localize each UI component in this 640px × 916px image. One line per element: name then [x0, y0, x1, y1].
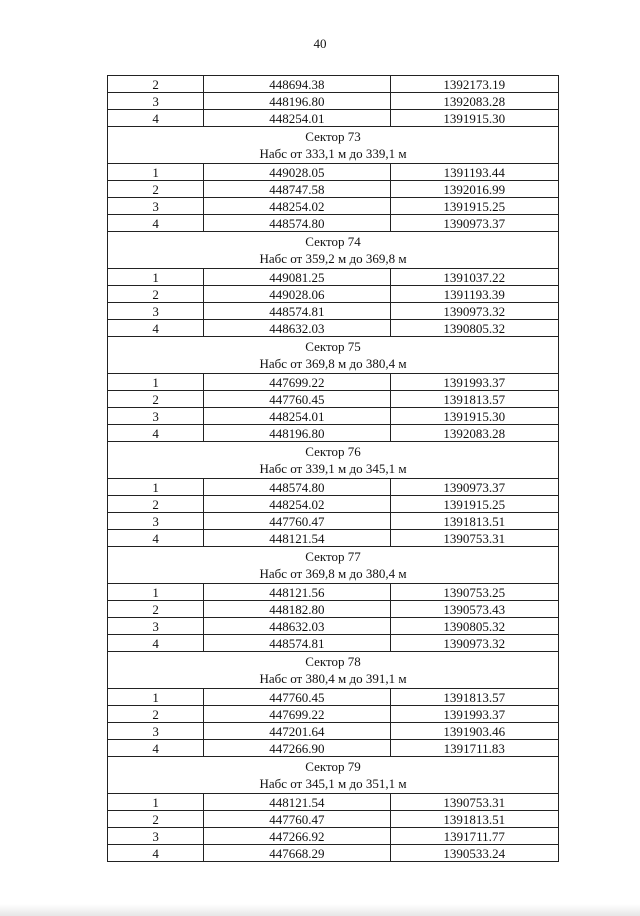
sector-height-range: Набс от 339,1 м до 345,1 м	[259, 461, 407, 476]
table-row	[108, 530, 559, 547]
point-number-cell: 3	[108, 723, 204, 740]
y-coordinate-cell: 1390533.24	[390, 845, 558, 862]
point-number-cell: 2	[108, 76, 204, 93]
x-coordinate-cell: 448574.80	[204, 479, 390, 496]
point-number-cell: 3	[108, 618, 204, 635]
point-number-cell: 3	[108, 93, 204, 110]
point-number-cell: 3	[108, 198, 204, 215]
sector-height-range: Набс от 369,8 м до 380,4 м	[259, 356, 407, 371]
x-coordinate-cell: 448574.81	[204, 635, 390, 652]
y-coordinate-cell: 1390805.32	[390, 618, 558, 635]
sector-title: Сектор 73	[305, 129, 361, 144]
point-number-cell: 4	[108, 215, 204, 232]
coordinates-table	[107, 75, 559, 862]
x-coordinate-cell: 448747.58	[204, 181, 390, 198]
table-row	[108, 794, 559, 811]
coordinates-table-body	[108, 76, 559, 862]
table-row	[108, 635, 559, 652]
sector-height-range: Набс от 359,2 м до 369,8 м	[259, 251, 407, 266]
sector-title: Сектор 79	[305, 759, 361, 774]
sector-header	[108, 127, 559, 164]
y-coordinate-cell: 1391813.51	[390, 811, 558, 828]
x-coordinate-cell: 447699.22	[204, 374, 390, 391]
table-row	[108, 845, 559, 862]
y-coordinate-cell: 1391193.44	[390, 164, 558, 181]
point-number-cell: 2	[108, 601, 204, 618]
point-number-cell: 2	[108, 706, 204, 723]
y-coordinate-cell: 1391813.51	[390, 513, 558, 530]
sector-header-row	[108, 652, 559, 689]
point-number-cell: 4	[108, 110, 204, 127]
x-coordinate-cell: 447760.47	[204, 513, 390, 530]
y-coordinate-cell: 1390973.37	[390, 215, 558, 232]
point-number-cell: 2	[108, 286, 204, 303]
x-coordinate-cell: 447266.90	[204, 740, 390, 757]
y-coordinate-cell: 1391915.25	[390, 198, 558, 215]
x-coordinate-cell: 448574.81	[204, 303, 390, 320]
table-row	[108, 198, 559, 215]
y-coordinate-cell: 1391813.57	[390, 689, 558, 706]
point-number-cell: 3	[108, 303, 204, 320]
table-row	[108, 740, 559, 757]
table-row	[108, 181, 559, 198]
table-row	[108, 689, 559, 706]
table-row	[108, 601, 559, 618]
table-row	[108, 425, 559, 442]
sector-height-range: Набс от 380,4 м до 391,1 м	[259, 671, 407, 686]
x-coordinate-cell: 449028.05	[204, 164, 390, 181]
y-coordinate-cell: 1391193.39	[390, 286, 558, 303]
table-row	[108, 391, 559, 408]
sector-header-row	[108, 232, 559, 269]
point-number-cell: 2	[108, 391, 204, 408]
y-coordinate-cell: 1391993.37	[390, 374, 558, 391]
sector-title: Сектор 78	[305, 654, 361, 669]
sector-header-row	[108, 547, 559, 584]
page-number: 40	[313, 36, 327, 51]
point-number-cell: 4	[108, 845, 204, 862]
table-row	[108, 110, 559, 127]
table-row	[108, 706, 559, 723]
y-coordinate-cell: 1391993.37	[390, 706, 558, 723]
point-number-cell: 2	[108, 811, 204, 828]
x-coordinate-cell: 448121.56	[204, 584, 390, 601]
table-row	[108, 286, 559, 303]
point-number-cell: 4	[108, 635, 204, 652]
point-number-cell: 4	[108, 320, 204, 337]
point-number-cell: 1	[108, 164, 204, 181]
table-row	[108, 76, 559, 93]
point-number-cell: 4	[108, 530, 204, 547]
sector-title: Сектор 75	[305, 339, 361, 354]
x-coordinate-cell: 447760.45	[204, 689, 390, 706]
y-coordinate-cell: 1392083.28	[390, 93, 558, 110]
table-row	[108, 723, 559, 740]
y-coordinate-cell: 1391711.77	[390, 828, 558, 845]
sector-header	[108, 757, 559, 794]
table-row	[108, 269, 559, 286]
x-coordinate-cell: 447760.47	[204, 811, 390, 828]
point-number-cell: 3	[108, 513, 204, 530]
point-number-cell: 4	[108, 740, 204, 757]
x-coordinate-cell: 448694.38	[204, 76, 390, 93]
y-coordinate-cell: 1390753.31	[390, 794, 558, 811]
x-coordinate-cell: 448254.02	[204, 198, 390, 215]
x-coordinate-cell: 447201.64	[204, 723, 390, 740]
y-coordinate-cell: 1391711.83	[390, 740, 558, 757]
y-coordinate-cell: 1392016.99	[390, 181, 558, 198]
point-number-cell: 1	[108, 374, 204, 391]
point-number-cell: 1	[108, 479, 204, 496]
x-coordinate-cell: 448632.03	[204, 320, 390, 337]
y-coordinate-cell: 1390753.31	[390, 530, 558, 547]
x-coordinate-cell: 447760.45	[204, 391, 390, 408]
sector-header	[108, 442, 559, 479]
table-row	[108, 618, 559, 635]
y-coordinate-cell: 1390973.32	[390, 303, 558, 320]
scan-bottom-edge	[0, 904, 640, 916]
y-coordinate-cell: 1391813.57	[390, 391, 558, 408]
x-coordinate-cell: 448121.54	[204, 794, 390, 811]
point-number-cell: 1	[108, 794, 204, 811]
x-coordinate-cell: 448121.54	[204, 530, 390, 547]
table-row	[108, 811, 559, 828]
y-coordinate-cell: 1390753.25	[390, 584, 558, 601]
sector-title: Сектор 77	[305, 549, 361, 564]
sector-height-range: Набс от 369,8 м до 380,4 м	[259, 566, 407, 581]
y-coordinate-cell: 1392083.28	[390, 425, 558, 442]
x-coordinate-cell: 447266.92	[204, 828, 390, 845]
point-number-cell: 3	[108, 828, 204, 845]
sector-title: Сектор 74	[305, 234, 361, 249]
sector-header-row	[108, 442, 559, 479]
sector-header	[108, 232, 559, 269]
point-number-cell: 2	[108, 496, 204, 513]
point-number-cell: 2	[108, 181, 204, 198]
x-coordinate-cell: 448254.02	[204, 496, 390, 513]
x-coordinate-cell: 449081.25	[204, 269, 390, 286]
y-coordinate-cell: 1392173.19	[390, 76, 558, 93]
y-coordinate-cell: 1391915.30	[390, 408, 558, 425]
point-number-cell: 1	[108, 689, 204, 706]
x-coordinate-cell: 448632.03	[204, 618, 390, 635]
sector-height-range: Набс от 345,1 м до 351,1 м	[259, 776, 407, 791]
table-row	[108, 479, 559, 496]
point-number-cell: 1	[108, 269, 204, 286]
sector-header-row	[108, 127, 559, 164]
table-row	[108, 828, 559, 845]
x-coordinate-cell: 448196.80	[204, 93, 390, 110]
point-number-cell: 4	[108, 425, 204, 442]
x-coordinate-cell: 449028.06	[204, 286, 390, 303]
x-coordinate-cell: 447699.22	[204, 706, 390, 723]
y-coordinate-cell: 1391915.30	[390, 110, 558, 127]
table-row	[108, 164, 559, 181]
sector-header	[108, 652, 559, 689]
y-coordinate-cell: 1390573.43	[390, 601, 558, 618]
y-coordinate-cell: 1391915.25	[390, 496, 558, 513]
y-coordinate-cell: 1391037.22	[390, 269, 558, 286]
x-coordinate-cell: 448254.01	[204, 408, 390, 425]
table-row	[108, 408, 559, 425]
x-coordinate-cell: 447668.29	[204, 845, 390, 862]
table-row	[108, 93, 559, 110]
table-row	[108, 303, 559, 320]
table-row	[108, 374, 559, 391]
sector-header-row	[108, 337, 559, 374]
y-coordinate-cell: 1391903.46	[390, 723, 558, 740]
y-coordinate-cell: 1390973.32	[390, 635, 558, 652]
table-row	[108, 584, 559, 601]
table-row	[108, 215, 559, 232]
table-row	[108, 513, 559, 530]
x-coordinate-cell: 448196.80	[204, 425, 390, 442]
y-coordinate-cell: 1390805.32	[390, 320, 558, 337]
sector-title: Сектор 76	[305, 444, 361, 459]
y-coordinate-cell: 1390973.37	[390, 479, 558, 496]
table-row	[108, 496, 559, 513]
sector-height-range: Набс от 333,1 м до 339,1 м	[259, 146, 407, 161]
table-row	[108, 320, 559, 337]
x-coordinate-cell: 448574.80	[204, 215, 390, 232]
sector-header	[108, 547, 559, 584]
x-coordinate-cell: 448254.01	[204, 110, 390, 127]
sector-header	[108, 337, 559, 374]
point-number-cell: 1	[108, 584, 204, 601]
sector-header-row	[108, 757, 559, 794]
x-coordinate-cell: 448182.80	[204, 601, 390, 618]
point-number-cell: 3	[108, 408, 204, 425]
